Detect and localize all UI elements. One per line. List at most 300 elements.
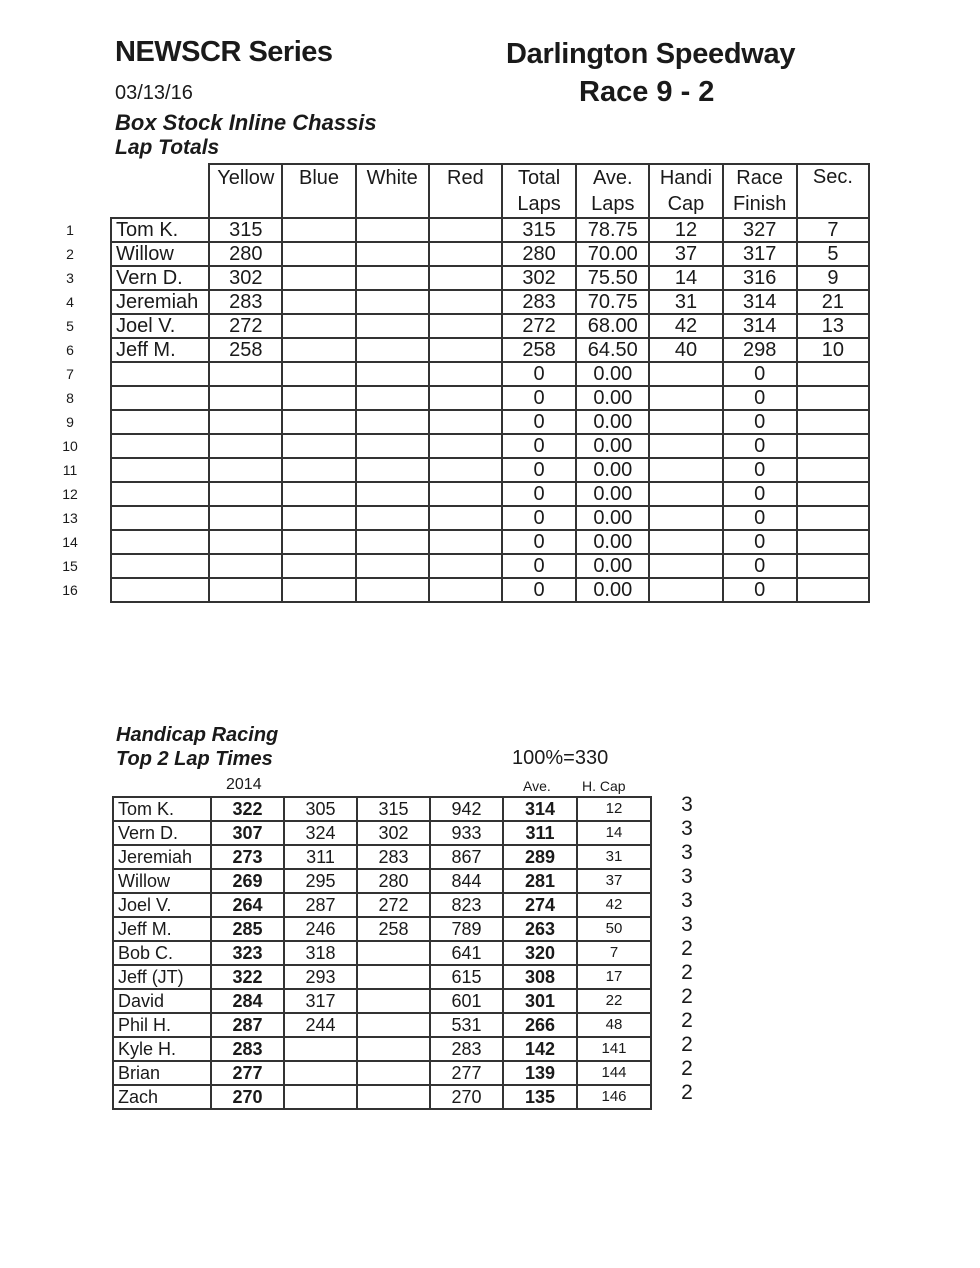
- table-cell: 0.00: [576, 506, 649, 530]
- table-cell: 269: [211, 869, 284, 893]
- table-cell: 12: [649, 218, 722, 242]
- table-cell: [356, 434, 429, 458]
- column-header: Laps: [576, 191, 649, 218]
- table-row: [111, 554, 869, 578]
- table-cell: [797, 386, 869, 410]
- table-cell: 70.75: [576, 290, 649, 314]
- table-cell: [282, 482, 355, 506]
- table-cell: 141: [577, 1037, 651, 1061]
- table-cell: 307: [211, 821, 284, 845]
- table-cell: 37: [649, 242, 722, 266]
- driver-name: [111, 386, 209, 410]
- table-cell: 0.00: [576, 458, 649, 482]
- driver-name: [111, 458, 209, 482]
- table-cell: 146: [577, 1085, 651, 1109]
- table-cell: [282, 290, 355, 314]
- table-cell: 302: [502, 266, 576, 290]
- table-cell: 315: [357, 797, 430, 821]
- table-cell: 142: [503, 1037, 577, 1061]
- table-cell: [797, 530, 869, 554]
- table-cell: 0: [723, 578, 797, 602]
- table-cell: 139: [503, 1061, 577, 1085]
- table-row: [111, 530, 869, 554]
- driver-name: [111, 434, 209, 458]
- table-cell: 0.00: [576, 554, 649, 578]
- driver-name: [111, 482, 209, 506]
- table-cell: [356, 242, 429, 266]
- table-cell: [209, 530, 282, 554]
- table-cell: 68.00: [576, 314, 649, 338]
- lap-totals-title: Lap Totals: [115, 136, 220, 159]
- table-cell: [649, 554, 722, 578]
- percent-note: 100%=330: [512, 747, 609, 769]
- table-row: [111, 338, 869, 362]
- column-header: Race: [723, 164, 797, 191]
- table-cell: 280: [209, 242, 282, 266]
- table-cell: 301: [503, 989, 577, 1013]
- lap-totals-table: [110, 163, 870, 603]
- race-count: 2: [681, 961, 693, 984]
- column-header: Cap: [649, 191, 722, 218]
- table-cell: [797, 410, 869, 434]
- row-number: 11: [62, 462, 78, 478]
- handicap-subtitle: Top 2 Lap Times: [116, 748, 273, 770]
- hcap-label: H. Cap: [582, 778, 626, 794]
- table-cell: 323: [211, 941, 284, 965]
- table-cell: 244: [284, 1013, 357, 1037]
- table-cell: [282, 434, 355, 458]
- table-cell: 823: [430, 893, 503, 917]
- table-cell: 0: [502, 362, 576, 386]
- table-row: [111, 266, 869, 290]
- table-cell: 942: [430, 797, 503, 821]
- column-header: Handi: [649, 164, 722, 191]
- table-row: [113, 1085, 651, 1109]
- table-cell: [282, 578, 355, 602]
- table-cell: [357, 965, 430, 989]
- table-cell: [209, 482, 282, 506]
- table-cell: 317: [723, 242, 797, 266]
- table-cell: 5: [797, 242, 869, 266]
- table-cell: 641: [430, 941, 503, 965]
- table-row: [111, 434, 869, 458]
- row-number: 10: [62, 438, 78, 454]
- table-cell: 50: [577, 917, 651, 941]
- table-cell: 298: [723, 338, 797, 362]
- driver-name: Phil H.: [113, 1013, 211, 1037]
- table-cell: [429, 410, 502, 434]
- table-cell: [429, 386, 502, 410]
- driver-name: Brian: [113, 1061, 211, 1085]
- row-number: 5: [66, 318, 74, 334]
- table-cell: 42: [577, 893, 651, 917]
- table-cell: 311: [503, 821, 577, 845]
- table-cell: [797, 506, 869, 530]
- table-cell: [282, 242, 355, 266]
- table-cell: 601: [430, 989, 503, 1013]
- table-cell: [429, 506, 502, 530]
- table-cell: [429, 242, 502, 266]
- table-cell: 0.00: [576, 386, 649, 410]
- table-cell: 48: [577, 1013, 651, 1037]
- row-number: 8: [66, 390, 74, 406]
- table-cell: [282, 530, 355, 554]
- table-cell: 75.50: [576, 266, 649, 290]
- table-cell: 0: [502, 506, 576, 530]
- table-cell: 17: [577, 965, 651, 989]
- table-cell: [282, 218, 355, 242]
- table-cell: 867: [430, 845, 503, 869]
- table-row: [111, 242, 869, 266]
- table-cell: [429, 458, 502, 482]
- table-cell: 0.00: [576, 530, 649, 554]
- table-cell: 31: [577, 845, 651, 869]
- table-cell: 22: [577, 989, 651, 1013]
- table-cell: 42: [649, 314, 722, 338]
- column-header: [209, 191, 282, 218]
- table-cell: [429, 554, 502, 578]
- table-row: [113, 845, 651, 869]
- column-header: [797, 191, 869, 218]
- row-number: 6: [66, 342, 74, 358]
- table-cell: 318: [284, 941, 357, 965]
- table-cell: 272: [209, 314, 282, 338]
- table-cell: 273: [211, 845, 284, 869]
- column-header: Blue: [282, 164, 355, 191]
- table-cell: [356, 578, 429, 602]
- race-count: 3: [681, 793, 693, 816]
- table-cell: [429, 482, 502, 506]
- table-cell: [356, 554, 429, 578]
- driver-name: Joel V.: [111, 314, 209, 338]
- table-cell: 0.00: [576, 578, 649, 602]
- table-cell: 316: [723, 266, 797, 290]
- table-cell: [429, 578, 502, 602]
- column-header: Finish: [723, 191, 797, 218]
- table-row: [113, 1013, 651, 1037]
- table-cell: [356, 506, 429, 530]
- table-row: [111, 290, 869, 314]
- table-cell: 9: [797, 266, 869, 290]
- table-row: [113, 1037, 651, 1061]
- column-header: [429, 191, 502, 218]
- table-cell: [429, 314, 502, 338]
- ave-label: Ave.: [523, 778, 551, 794]
- table-cell: 277: [211, 1061, 284, 1085]
- table-cell: 302: [357, 821, 430, 845]
- table-row: [113, 1061, 651, 1085]
- driver-name: Zach: [113, 1085, 211, 1109]
- table-cell: 10: [797, 338, 869, 362]
- race-count: 2: [681, 1033, 693, 1056]
- table-cell: [209, 410, 282, 434]
- table-cell: [209, 506, 282, 530]
- table-cell: 37: [577, 869, 651, 893]
- race-count: 3: [681, 913, 693, 936]
- table-cell: [797, 482, 869, 506]
- table-cell: 844: [430, 869, 503, 893]
- table-cell: 314: [723, 314, 797, 338]
- table-cell: 615: [430, 965, 503, 989]
- table-cell: 287: [284, 893, 357, 917]
- race-count: 3: [681, 841, 693, 864]
- table-cell: 280: [502, 242, 576, 266]
- driver-name: [111, 410, 209, 434]
- table-cell: 0: [723, 434, 797, 458]
- table-cell: 64.50: [576, 338, 649, 362]
- table-cell: 274: [503, 893, 577, 917]
- table-row: [111, 218, 869, 242]
- table-cell: 283: [357, 845, 430, 869]
- row-number: 13: [62, 510, 78, 526]
- table-cell: 293: [284, 965, 357, 989]
- table-cell: [209, 362, 282, 386]
- table-row: [113, 989, 651, 1013]
- table-cell: [357, 1061, 430, 1085]
- table-cell: 0: [502, 386, 576, 410]
- table-cell: 0: [502, 530, 576, 554]
- table-cell: 0: [723, 410, 797, 434]
- table-cell: 12: [577, 797, 651, 821]
- table-cell: 0.00: [576, 362, 649, 386]
- table-cell: [649, 434, 722, 458]
- table-cell: [797, 362, 869, 386]
- table-cell: 289: [503, 845, 577, 869]
- table-cell: 0: [723, 362, 797, 386]
- row-number: 3: [66, 270, 74, 286]
- table-cell: [357, 989, 430, 1013]
- table-cell: [284, 1085, 357, 1109]
- race-count: 2: [681, 985, 693, 1008]
- driver-name: [111, 506, 209, 530]
- table-cell: 283: [211, 1037, 284, 1061]
- race-count: 2: [681, 1009, 693, 1032]
- table-cell: 280: [357, 869, 430, 893]
- table-cell: 789: [430, 917, 503, 941]
- table-cell: 258: [357, 917, 430, 941]
- table-row: [111, 362, 869, 386]
- year-label: 2014: [226, 776, 262, 793]
- row-number: 14: [62, 534, 78, 550]
- row-number: 7: [66, 366, 74, 382]
- table-cell: 0.00: [576, 434, 649, 458]
- column-header: Red: [429, 164, 502, 191]
- driver-name: Tom K.: [113, 797, 211, 821]
- class-title: Box Stock Inline Chassis: [115, 110, 377, 135]
- table-cell: [649, 482, 722, 506]
- table-row: [111, 578, 869, 602]
- table-cell: [356, 338, 429, 362]
- table-cell: [282, 386, 355, 410]
- table-cell: 272: [502, 314, 576, 338]
- column-header: White: [356, 164, 429, 191]
- table-cell: 0: [502, 578, 576, 602]
- driver-name: Tom K.: [111, 218, 209, 242]
- driver-name: Jeff M.: [113, 917, 211, 941]
- table-cell: [209, 554, 282, 578]
- table-cell: [209, 434, 282, 458]
- table-cell: [282, 410, 355, 434]
- table-cell: [429, 362, 502, 386]
- table-cell: [282, 458, 355, 482]
- table-cell: 272: [357, 893, 430, 917]
- table-row: [113, 869, 651, 893]
- table-row: [111, 314, 869, 338]
- table-cell: 0.00: [576, 482, 649, 506]
- table-cell: [429, 434, 502, 458]
- table-cell: 295: [284, 869, 357, 893]
- table-row: [113, 917, 651, 941]
- table-cell: 287: [211, 1013, 284, 1037]
- table-cell: 270: [211, 1085, 284, 1109]
- table-cell: 284: [211, 989, 284, 1013]
- table-cell: [797, 554, 869, 578]
- table-cell: 0: [502, 410, 576, 434]
- driver-name: Jeff (JT): [113, 965, 211, 989]
- lap-header-row: [111, 191, 869, 218]
- table-row: [113, 965, 651, 989]
- column-header: Laps: [502, 191, 576, 218]
- driver-name: [111, 362, 209, 386]
- driver-name: David: [113, 989, 211, 1013]
- table-cell: [356, 386, 429, 410]
- table-cell: 302: [209, 266, 282, 290]
- table-cell: [356, 458, 429, 482]
- table-cell: [282, 554, 355, 578]
- driver-name: Vern D.: [113, 821, 211, 845]
- table-cell: [282, 362, 355, 386]
- column-header: [282, 191, 355, 218]
- table-cell: [284, 1037, 357, 1061]
- driver-name: [111, 554, 209, 578]
- table-cell: 283: [209, 290, 282, 314]
- race-count: 2: [681, 937, 693, 960]
- table-cell: [649, 386, 722, 410]
- table-cell: [429, 218, 502, 242]
- table-cell: 78.75: [576, 218, 649, 242]
- lap-header-row: [111, 164, 869, 191]
- table-cell: 0: [723, 506, 797, 530]
- table-cell: 314: [503, 797, 577, 821]
- table-cell: [649, 362, 722, 386]
- table-cell: [282, 314, 355, 338]
- race-count: 3: [681, 817, 693, 840]
- row-number: 12: [62, 486, 78, 502]
- row-number: 9: [66, 414, 74, 430]
- table-cell: [649, 578, 722, 602]
- table-cell: 283: [430, 1037, 503, 1061]
- table-cell: 322: [211, 965, 284, 989]
- table-row: [113, 821, 651, 845]
- table-cell: 0: [723, 530, 797, 554]
- table-row: [113, 893, 651, 917]
- table-cell: [357, 1013, 430, 1037]
- race-count: 3: [681, 865, 693, 888]
- table-cell: [356, 482, 429, 506]
- table-cell: 0: [502, 482, 576, 506]
- race-title: Race 9 - 2: [579, 76, 715, 108]
- table-cell: [282, 338, 355, 362]
- table-cell: 14: [649, 266, 722, 290]
- table-cell: 324: [284, 821, 357, 845]
- table-cell: [356, 218, 429, 242]
- table-cell: 266: [503, 1013, 577, 1037]
- table-row: [111, 506, 869, 530]
- row-number: 16: [62, 582, 78, 598]
- table-cell: 317: [284, 989, 357, 1013]
- table-cell: 283: [502, 290, 576, 314]
- race-date: 03/13/16: [115, 82, 193, 104]
- table-cell: [356, 362, 429, 386]
- table-cell: [282, 266, 355, 290]
- table-cell: [209, 458, 282, 482]
- table-cell: 315: [502, 218, 576, 242]
- column-header: Total: [502, 164, 576, 191]
- table-cell: 315: [209, 218, 282, 242]
- table-cell: 314: [723, 290, 797, 314]
- table-cell: 264: [211, 893, 284, 917]
- header-corner: [111, 191, 209, 218]
- table-cell: [649, 458, 722, 482]
- column-header: Ave.: [576, 164, 649, 191]
- handicap-table: [112, 796, 652, 1110]
- table-cell: 144: [577, 1061, 651, 1085]
- table-cell: 285: [211, 917, 284, 941]
- table-cell: 933: [430, 821, 503, 845]
- table-cell: [797, 458, 869, 482]
- table-cell: 531: [430, 1013, 503, 1037]
- row-number: 1: [66, 222, 74, 238]
- table-cell: [356, 410, 429, 434]
- table-cell: 0: [723, 386, 797, 410]
- table-cell: 0.00: [576, 410, 649, 434]
- table-cell: 0: [723, 458, 797, 482]
- table-cell: 258: [209, 338, 282, 362]
- table-cell: [209, 578, 282, 602]
- driver-name: Vern D.: [111, 266, 209, 290]
- row-number: 4: [66, 294, 74, 310]
- header-corner: [111, 164, 209, 191]
- table-cell: [429, 338, 502, 362]
- table-cell: [356, 530, 429, 554]
- table-row: [111, 410, 869, 434]
- table-cell: 322: [211, 797, 284, 821]
- driver-name: Willow: [111, 242, 209, 266]
- table-cell: 0: [502, 434, 576, 458]
- table-cell: 7: [797, 218, 869, 242]
- table-cell: [429, 290, 502, 314]
- table-cell: [357, 1085, 430, 1109]
- table-cell: 13: [797, 314, 869, 338]
- table-cell: [282, 506, 355, 530]
- table-cell: 14: [577, 821, 651, 845]
- driver-name: Jeremiah: [113, 845, 211, 869]
- table-row: [111, 386, 869, 410]
- row-number: 15: [62, 558, 78, 574]
- driver-name: Jeff M.: [111, 338, 209, 362]
- table-cell: 258: [502, 338, 576, 362]
- table-cell: 263: [503, 917, 577, 941]
- table-cell: 0: [723, 554, 797, 578]
- track-title: Darlington Speedway: [506, 38, 796, 70]
- column-header: Sec.: [797, 164, 869, 191]
- table-cell: [649, 410, 722, 434]
- race-count: 3: [681, 889, 693, 912]
- table-cell: 21: [797, 290, 869, 314]
- table-cell: 40: [649, 338, 722, 362]
- table-cell: [649, 530, 722, 554]
- table-cell: 135: [503, 1085, 577, 1109]
